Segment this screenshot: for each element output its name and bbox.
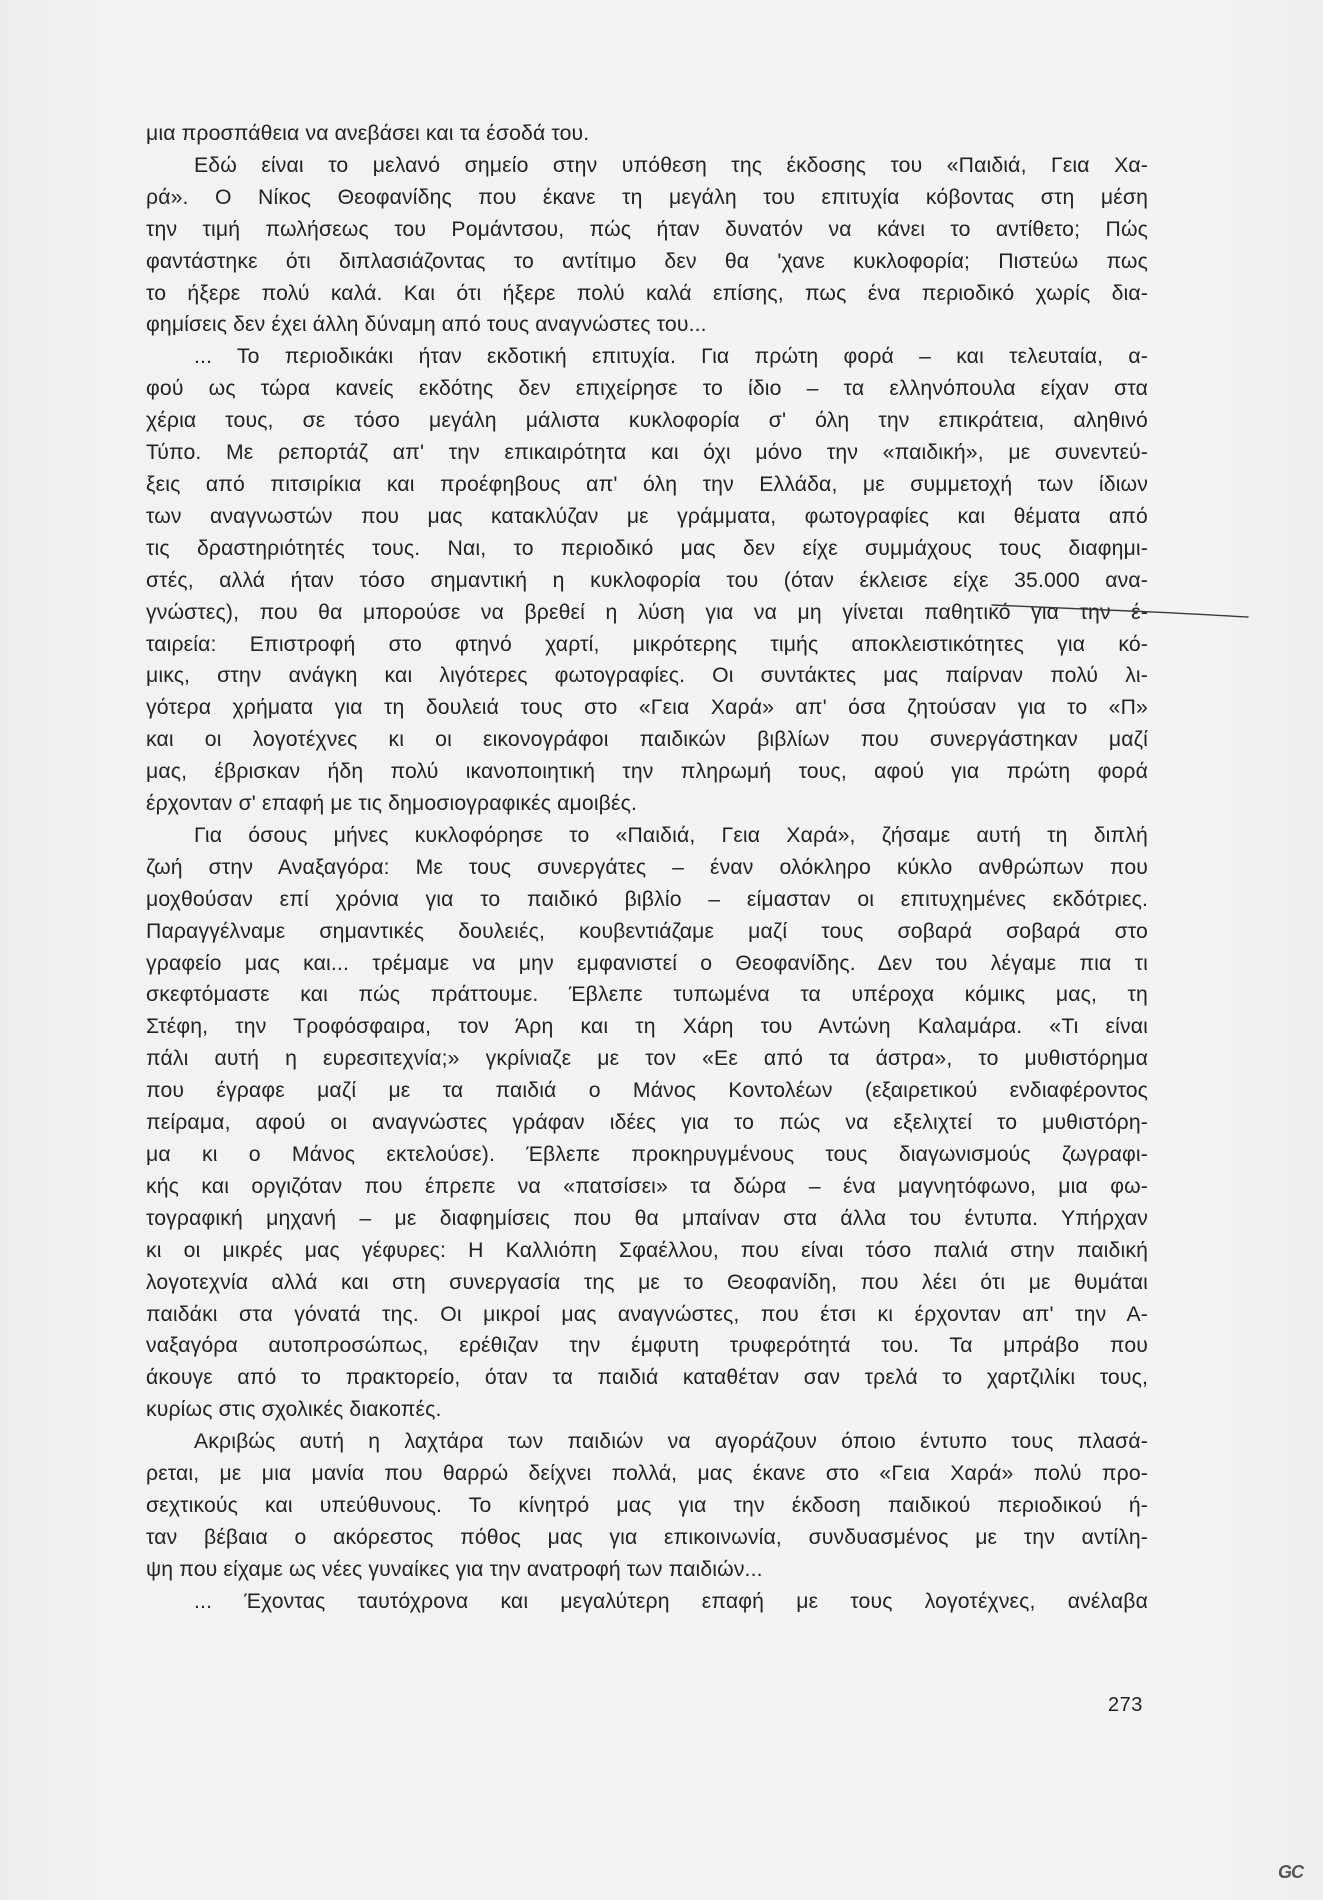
text-line: Παραγγέλναμε σημαντικές δουλειές, κουβεντιάζαμε μαζί τους σοβαρά σοβαρά στο xyxy=(146,919,1148,943)
text-line: ναξαγόρα αυτοπροσώπως, ερέθιζαν την έμφυτη τρυφερότητά του. Τα μπράβο που xyxy=(146,1334,1148,1358)
text-line: τις δραστηριότητές τους. Ναι, το περιοδικό μας δεν είχε συμμάχους τους διαφημι- xyxy=(146,536,1148,560)
text-line: κής και οργιζόταν που έπρεπε να «πατσίσει» τα δώρα – ένα μαγνητόφωνο, μια φω- xyxy=(146,1174,1148,1198)
text-line: σεχτικούς και υπεύθυνους. Το κίνητρό μας για την έκδοση παιδικού περιοδικού ή- xyxy=(146,1493,1148,1517)
text-line: ρεται, με μια μανία που θαρρώ δείχνει πολλά, μας έκανε στο «Γεια Χαρά» πολύ προ- xyxy=(146,1462,1148,1486)
text-line: Εδώ είναι το μελανό σημείο στην υπόθεση της έκδοσης του «Παιδιά, Γεια Χα- xyxy=(194,153,1148,177)
text-line: Ακριβώς αυτή η λαχτάρα των παιδιών να αγοράζουν όποιο έντυπο τους πλασά- xyxy=(194,1430,1148,1454)
watermark-logo: GC xyxy=(1278,1862,1303,1882)
text-line: ρά». Ο Νίκος Θεοφανίδης που έκανε τη μεγάλη του επιτυχία κόβοντας στη μέση xyxy=(146,185,1148,209)
text-line: ταν βέβαια ο ακόρεστος πόθος μας για επικοινωνία, συνδυασμένος με την αντίλη- xyxy=(146,1525,1148,1549)
text-line: τογραφική μηχανή – με διαφημίσεις που θα μπαίναν στα άλλα του έντυπα. Υπήρχαν xyxy=(146,1206,1148,1230)
text-line: πάλι αυτή η ευρεσιτεχνία;» γκρίνιαζε με τον «Εε από τα άστρα», το μυθιστόρημα xyxy=(146,1047,1148,1071)
text-line: κι οι μικρές μας γέφυρες: Η Καλλιόπη Σφαέλλου, που είναι τόσο παλιά στην παιδική xyxy=(146,1238,1148,1262)
text-line: ψη που είχαμε ως νέες γυναίκες για την ανατροφή των παιδιών... xyxy=(146,1557,763,1581)
text-line: που έγραφε μαζί με τα παιδιά ο Μάνος Κοντολέων (εξαιρετικού ενδιαφέροντος xyxy=(146,1079,1148,1103)
text-line: μια προσπάθεια να ανεβάσει και τα έσοδά του. xyxy=(146,122,590,145)
text-line: Τύπο. Με ρεπορτάζ απ' την επικαιρότητα και όχι μόνο την «παιδική», με συνεντεύ- xyxy=(146,441,1148,465)
text-line: μας, έβρισκαν ήδη πολύ ικανοποιητική την πληρωμή τους, αφού για πρώτη φορά xyxy=(146,760,1148,784)
body-text xyxy=(146,118,1148,1618)
text-line: μοχθούσαν επί χρόνια για το παιδικό βιβλίο – είμασταν οι επιτυχημένες εκδότριες. xyxy=(146,887,1148,911)
text-line: Στέφη, την Τροφόσφαιρα, τον Άρη και τη Χάρη του Αντώνη Καλαμάρα. «Τι είναι xyxy=(146,1015,1148,1039)
text-line: γότερα χρήματα για τη δουλειά τους στο «Γεια Χαρά» απ' όσα ζητούσαν για το «Π» xyxy=(146,696,1148,720)
text-line: μικς, στην ανάγκη και λιγότερες φωτογραφίες. Οι συντάκτες μας παίρναν πολύ λι- xyxy=(146,664,1148,688)
text-line: ... Το περιοδικάκι ήταν εκδοτική επιτυχία. Για πρώτη φορά – και τελευταία, α- xyxy=(194,345,1148,369)
text-line: ξεις από πιτσιρίκια και προέφηβους απ' όλη την Ελλάδα, με συμμετοχή των ίδιων xyxy=(146,472,1148,496)
text-line: μα κι ο Μάνος εκτελούσε). Έβλεπε προκηρυγμένους τους διαγωνισμούς ζωγραφι- xyxy=(146,1143,1148,1166)
text-line: φημίσεις δεν έχει άλλη δύναμη από τους αναγνώστες του... xyxy=(146,313,707,337)
page-number: 273 xyxy=(1108,1694,1143,1716)
text-line: των αναγνωστών που μας κατακλύζαν με γράμματα, φωτογραφίες και θέματα από xyxy=(146,504,1148,528)
text-line: χέρια τους, σε τόσο μεγάλη μάλιστα κυκλοφορία σ' όλη την επικράτεια, αληθινό xyxy=(146,409,1148,433)
text-line: ζωή στην Αναξαγόρα: Με τους συνεργάτες – έναν ολόκληρο κύκλο ανθρώπων που xyxy=(146,855,1148,879)
text-line: φού ως τώρα κανείς εκδότης δεν επιχείρησε το ίδιο – τα ελληνόπουλα είχαν στα xyxy=(146,377,1148,401)
text-line: Για όσους μήνες κυκλοφόρησε το «Παιδιά, Γεια Χαρά», ζήσαμε αυτή τη διπλή xyxy=(194,823,1148,847)
text-line: στές, αλλά ήταν τόσο σημαντική η κυκλοφορία του (όταν έκλεισε είχε 35.000 ανα- xyxy=(146,568,1148,592)
text-line: ταιρεία: Επιστροφή στο φτηνό χαρτί, μικρότερης τιμής αποκλειστικότητες για κό- xyxy=(146,632,1148,656)
text-line: κυρίως στις σχολικές διακοπές. xyxy=(146,1398,442,1422)
text-line: πείραμα, αφού οι αναγνώστες γράφαν ιδέες για το πώς να εξελιχτεί το μυθιστόρη- xyxy=(146,1111,1148,1135)
text-line: γραφείο μας και... τρέμαμε να μην εμφανιστεί ο Θεοφανίδης. Δεν του λέγαμε πια τι xyxy=(146,951,1148,975)
text-line: ... Έχοντας ταυτόχρονα και μεγαλύτερη επαφή με τους λογοτέχνες, ανέλαβα xyxy=(194,1589,1148,1613)
text-line: σκεφτόμαστε και πώς πράττουμε. Έβλεπε τυπωμένα τα υπέροχα κόμικς μας, τη xyxy=(146,983,1148,1007)
text-line: άκουγε από το πρακτορείο, όταν τα παιδιά καταθέταν σαν τρελά το χαρτζιλίκι τους, xyxy=(146,1366,1148,1390)
text-line: φαντάστηκε ότι διπλασιάζοντας το αντίτιμο δεν θα 'χανε κυκλοφορία; Πιστεύω πως xyxy=(146,249,1148,273)
text-line: την τιμή πωλήσεως του Ρομάντσου, πώς ήταν δυνατόν να κάνει το αντίθετο; Πώς xyxy=(146,217,1148,241)
text-line: γνώστες), που θα μπορούσε να βρεθεί η λύση για να μη γίνεται παθητικό για την έ- xyxy=(146,600,1148,624)
text-line: το ήξερε πολύ καλά. Και ότι ήξερε πολύ καλά επίσης, πως ένα περιοδικό χωρίς δια- xyxy=(146,281,1148,305)
text-line: έρχονταν σ' επαφή με τις δημοσιογραφικές αμοιβές. xyxy=(146,792,638,816)
pen-underline-mark xyxy=(990,593,1250,623)
text-line: και οι λογοτέχνες κι οι εικονογράφοι παιδικών βιβλίων που συνεργάστηκαν μαζί xyxy=(146,728,1148,752)
text-line: παιδάκι στα γόνατά της. Οι μικροί μας αναγνώστες, που έτσι κι έρχονταν απ' την Α- xyxy=(146,1302,1148,1326)
text-line: λογοτεχνία αλλά και στη συνεργασία της με το Θεοφανίδη, που λέει ότι με θυμάται xyxy=(146,1270,1148,1294)
